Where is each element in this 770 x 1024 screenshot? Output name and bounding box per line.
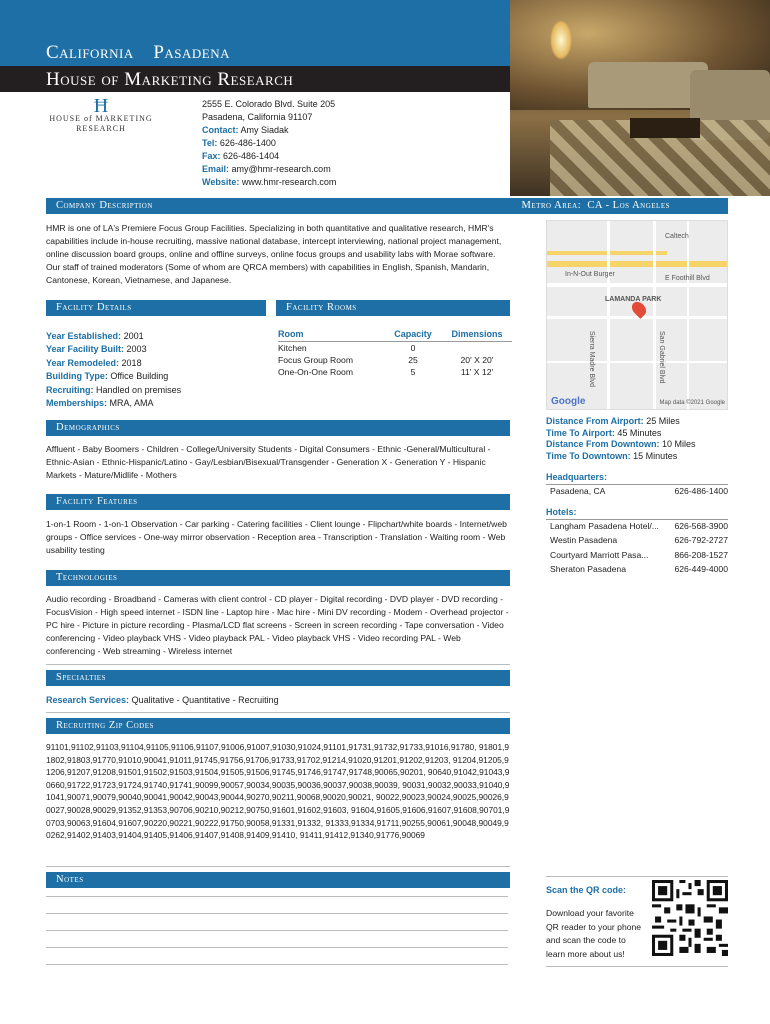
detail-label: Year Facility Built: bbox=[46, 344, 125, 355]
specialties-row bbox=[46, 694, 510, 707]
contact-label: Contact: bbox=[202, 125, 239, 135]
detail-value: 2001 bbox=[123, 331, 144, 341]
technologies-text: Audio recording - Broadband - Cameras with client control - CD player - Digital recording - DVD player - DVD recording - FocusVision - High speed internet - ISDN line - Laptop hire - Mac hire - Mini DV recording - Modem - Overhead projector - PC hire - Picture in picture recording - Plasma/LCD flat screens - Screen in screen recording - Tape conversation - Video conferencing - Video playback VHS - Video playback PAL - Video playback VHS - Video recording PAL - Web conferencing - Web streaming - Wireless internet bbox=[46, 594, 509, 656]
distance-value: 25 Miles bbox=[646, 416, 680, 426]
table-row bbox=[278, 366, 512, 378]
metro-area bbox=[522, 198, 671, 214]
facility-rooms-header: Facility Rooms bbox=[276, 300, 510, 316]
table-row bbox=[278, 354, 512, 366]
headquarters-label: Headquarters: bbox=[546, 472, 608, 482]
room-capacity: 0 bbox=[410, 343, 416, 353]
header-state: California bbox=[46, 42, 134, 63]
address-line2: Pasadena, California 91107 bbox=[202, 112, 313, 122]
room-dimensions: 20' X 20' bbox=[460, 355, 494, 365]
room-name: Kitchen bbox=[278, 343, 307, 353]
headquarters-phone: 626-486-1400 bbox=[674, 485, 728, 496]
hotel-name: Langham Pasadena Hotel/... bbox=[550, 520, 659, 531]
detail-value: MRA, AMA bbox=[109, 398, 154, 409]
map-copyright: Map data ©2021 Google bbox=[659, 400, 725, 406]
facility-features-header: Facility Features bbox=[46, 494, 510, 510]
email-label: Email: bbox=[202, 164, 230, 174]
room-dimensions bbox=[442, 342, 512, 355]
contact-block bbox=[202, 98, 336, 189]
zip-codes-header: Recruiting Zip Codes bbox=[46, 718, 510, 734]
company-description-header bbox=[46, 198, 728, 214]
hotels-label: Hotels: bbox=[546, 507, 577, 517]
list-item bbox=[546, 547, 728, 562]
company-description-title: Company Description bbox=[56, 200, 153, 211]
logo-line2: RESEARCH bbox=[76, 124, 126, 133]
room-capacity: 25 bbox=[408, 355, 418, 365]
tel-label: Tel: bbox=[202, 138, 218, 148]
metro-area-label: Metro Area: bbox=[521, 200, 582, 211]
demographics-header: Demographics bbox=[46, 420, 510, 436]
technologies-header: Technologies bbox=[46, 570, 510, 586]
detail-label: Year Established: bbox=[46, 331, 122, 341]
qr-instructions: Download your favorite QR reader to your phone and scan the code to learn more about us! bbox=[546, 908, 642, 959]
location-map[interactable] bbox=[546, 220, 728, 410]
distance-value: 15 Minutes bbox=[633, 450, 678, 461]
travel-info bbox=[546, 416, 728, 576]
zip-codes-text: 91101,91102,91103,91104,91105,91106,91107,91006,91007,91030,91024,91101,91731,91732,91733,91016,91780, 91801,91802,91803,91770,91010,90041,91011,91745,91756,91706,91733,91702,91214,91020,91201,91202,91203, 91204,91205,91206,91207,91208,91501,91502,91503,91504,91505,91506,91745,91746,91747,91748,90065,90201, 90640,91042,91043,90660,91722,91723,91724,91740,91741,90099,90057,90034,90035,90036,90037,90038,90039, 90031,90032,90033,91040,91041,90071,90079,90040,90041,90042,90043,90044,90270,90211,90068,90020,90021, 90022,90023,90024,90025,90026,90027,90028,90029,91352,91353,90706,90210,90212,90750,91601,91602,91603, 91604,91605,91606,91607,91608,90701,90703,90063,91604,91607,90220,90221,90222,91750,90058,91331,91332, 91333,91334,91711,90255,90061,90048,90049,90262,91402,91403,91404,91405,91406,91407,91408,91409,91410, 91411,91412,91340,91776,90069 bbox=[46, 742, 510, 841]
detail-label: Recruiting: bbox=[46, 384, 94, 395]
distance-label: Time To Airport: bbox=[546, 427, 615, 438]
detail-value: 2018 bbox=[121, 357, 142, 368]
company-description-text: HMR is one of LA's Premiere Focus Group Facilities. Specializing in both quantitative and qualitative research, HMR's capabilities include in-house recruiting, massive national database, intercept interviewing, national project management, online discussion board groups, online and offline surveys, online focus groups and usability labs with Morae software. Our staff of trained moderators (Some of whom are QRCA members) with capabilities in English, Spanish, Mandarin, Cantonese, Korean, Vietnamese, and Japanese. bbox=[46, 223, 502, 285]
specialties-header: Specialties bbox=[46, 670, 510, 686]
tel-value[interactable]: 626-486-1400 bbox=[219, 138, 276, 148]
rooms-col-capacity: Capacity bbox=[384, 327, 442, 342]
demographics-text: Affluent - Baby Boomers - Children - College/University Students - Digital Consumers - Ethnic -General/Multicultural - Ethnic-Asian - Ethnic-Hispanic/Latino - Gay/Lesbian/Bisexual/Transgender - Generation X - Generation Y - Hispanic Markets - Mature/Midlife - Mothers bbox=[46, 444, 491, 480]
distance-label: Distance From Downtown: bbox=[546, 439, 660, 449]
map-label: E Foothill Blvd bbox=[665, 275, 710, 282]
rooms-col-room: Room bbox=[278, 327, 384, 342]
distance-label: Time To Downtown: bbox=[546, 450, 631, 461]
facility-details bbox=[46, 330, 181, 410]
address-line1: 2555 E. Colorado Blvd. Suite 205 bbox=[202, 99, 336, 109]
fax-value: 626-486-1404 bbox=[223, 151, 280, 161]
qr-code-icon[interactable] bbox=[652, 880, 728, 956]
facility-name: House of Marketing Research bbox=[46, 69, 294, 90]
detail-label: Year Remodeled: bbox=[46, 357, 120, 368]
notes-line[interactable] bbox=[46, 896, 508, 897]
detail-value: Handled on premises bbox=[96, 384, 182, 395]
header-bar bbox=[0, 0, 510, 66]
map-label: San Gabriel Blvd bbox=[658, 331, 665, 384]
research-services-value: Qualitative - Quantitative - Recruiting bbox=[131, 695, 279, 705]
map-label: Caltech bbox=[665, 233, 689, 240]
facility-features-text: 1-on-1 Room - 1-on-1 Observation - Car parking - Catering facilities - Client lounge - Flipchart/white boards - Internet/web groups - Office services - One-way mirror observation - Reception area - Transcription - Translation - Waiting room - Web usability testing bbox=[46, 519, 507, 555]
room-dimensions: 11' X 12' bbox=[460, 367, 494, 377]
research-services-label: Research Services: bbox=[46, 695, 130, 705]
headquarters-name: Pasadena, CA bbox=[550, 485, 606, 496]
metro-area-value: CA - Los Angeles bbox=[587, 200, 670, 211]
logo-line1: HOUSE of MARKETING bbox=[49, 114, 153, 123]
hotel-phone: 626-449-4000 bbox=[674, 564, 728, 574]
website-link[interactable]: www.hmr-research.com bbox=[241, 177, 337, 187]
detail-value: Office Building bbox=[110, 371, 169, 382]
notes-line[interactable] bbox=[46, 913, 508, 914]
detail-label: Building Type: bbox=[46, 371, 108, 382]
distance-value: 45 Minutes bbox=[617, 427, 662, 438]
facility-photo bbox=[510, 0, 770, 196]
website-label: Website: bbox=[202, 177, 240, 187]
facility-details-header: Facility Details bbox=[46, 300, 266, 316]
hotel-name: Westin Pasadena bbox=[550, 535, 618, 545]
notes-line[interactable] bbox=[46, 947, 508, 948]
list-item bbox=[546, 561, 728, 576]
room-name: Focus Group Room bbox=[278, 355, 353, 365]
detail-value: 2003 bbox=[126, 344, 147, 355]
facility-name-bar bbox=[0, 66, 510, 92]
table-row bbox=[278, 342, 512, 355]
logo-h-icon: Ħ bbox=[93, 95, 109, 117]
detail-label: Memberships: bbox=[46, 398, 108, 409]
hotel-name: Sheraton Pasadena bbox=[550, 564, 626, 574]
notes-line[interactable] bbox=[46, 930, 508, 931]
rooms-col-dimensions: Dimensions bbox=[442, 327, 512, 342]
email-link[interactable]: amy@hmr-research.com bbox=[231, 164, 331, 174]
qr-title bbox=[546, 884, 626, 897]
company-logo bbox=[46, 95, 156, 136]
map-label: LAMANDA PARK bbox=[605, 296, 662, 303]
room-name: One-On-One Room bbox=[278, 367, 353, 377]
headquarters-row bbox=[546, 484, 728, 498]
list-item bbox=[546, 519, 728, 533]
contact-value: Amy Siadak bbox=[240, 125, 289, 135]
hotel-name: Courtyard Marriott Pasa... bbox=[550, 549, 649, 560]
hotel-phone: 626-568-3900 bbox=[674, 520, 728, 531]
qr-title-text: Scan the QR code: bbox=[546, 885, 627, 895]
distance-value: 10 Miles bbox=[662, 439, 696, 449]
hotel-phone: 626-792-2727 bbox=[674, 535, 728, 545]
hotel-phone: 866-208-1527 bbox=[674, 549, 728, 560]
google-logo: Google bbox=[551, 396, 586, 407]
distance-label: Distance From Airport: bbox=[546, 416, 644, 426]
notes-header: Notes bbox=[46, 872, 510, 888]
map-label: Sierra Madre Blvd bbox=[588, 331, 595, 388]
list-item bbox=[546, 532, 728, 547]
map-label: In-N-Out Burger bbox=[565, 271, 615, 278]
header-city: Pasadena bbox=[153, 42, 230, 63]
notes-line[interactable] bbox=[46, 964, 508, 965]
facility-rooms-table bbox=[278, 327, 512, 378]
room-capacity: 5 bbox=[410, 367, 416, 377]
fax-label: Fax: bbox=[202, 151, 221, 161]
